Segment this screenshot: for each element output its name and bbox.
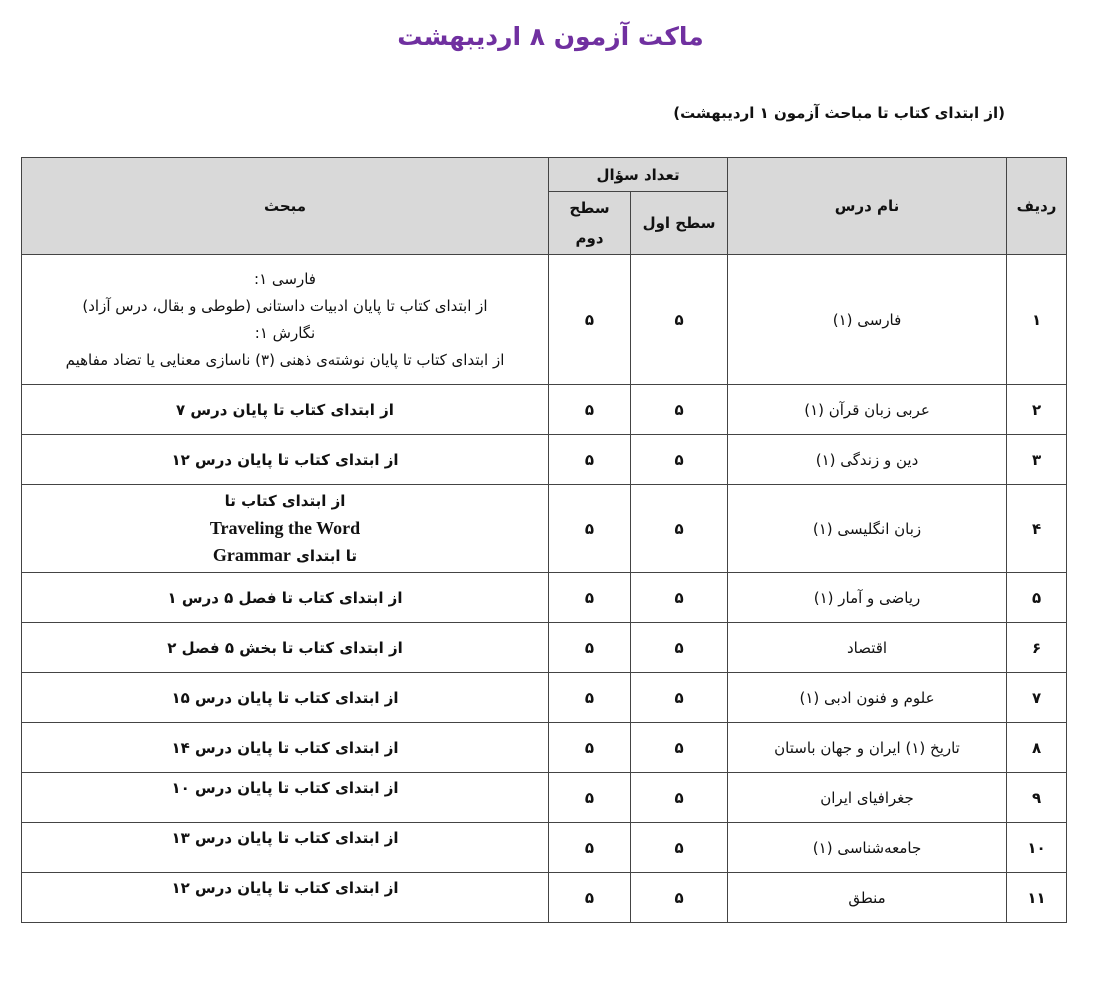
table-row [22,435,1067,485]
topic-line: از ابتدای کتاب تا [224,491,346,510]
level-two-count: ۵ [549,255,631,385]
level-one-count: ۵ [631,623,728,673]
lesson-name: منطق [728,873,1007,923]
topic-cell [22,255,549,385]
row-number: ۳ [1007,435,1067,485]
table-header [22,158,1067,255]
topic-line [26,542,544,570]
lesson-name: جغرافیای ایران [728,773,1007,823]
level-one-count: ۵ [631,873,728,923]
table-row [22,823,1067,873]
page-title: ماکت آزمون ۸ اردیبهشت [397,22,704,51]
topic-cell: از ابتدای کتاب تا پایان درس ۱۳ [22,823,549,873]
header-topic: مبحث [22,158,549,255]
topic-cell: از ابتدای کتاب تا پایان درس ۱۲ [22,873,549,923]
row-number: ۸ [1007,723,1067,773]
table-row [22,485,1067,573]
table-row [22,573,1067,623]
level-one-count: ۵ [631,823,728,873]
lesson-name: فارسی (۱) [728,255,1007,385]
level-two-count: ۵ [549,773,631,823]
lesson-name: اقتصاد [728,623,1007,673]
topic-line: فارسی ۱: [254,269,316,288]
topic-line: از ابتدای کتاب تا پایان ادبیات داستانی (طوطی و بقال، درس آزاد) [82,296,488,315]
row-number: ۵ [1007,573,1067,623]
level-two-count: ۵ [549,873,631,923]
topic-cell: از ابتدای کتاب تا پایان درس ۱۲ [22,435,549,485]
lesson-name: دین و زندگی (۱) [728,435,1007,485]
lesson-name: تاریخ (۱) ایران و جهان باستان [728,723,1007,773]
row-number: ۲ [1007,385,1067,435]
row-number: ۹ [1007,773,1067,823]
table-row [22,673,1067,723]
row-number: ۴ [1007,485,1067,573]
level-one-count: ۵ [631,723,728,773]
level-one-count: ۵ [631,255,728,385]
topic-cell: از ابتدای کتاب تا پایان درس ۱۰ [22,773,549,823]
topic-line: از ابتدای کتاب تا پایان نوشته‌ی ذهنی (۳) ناسازی معنایی یا تضاد مفاهیم [65,350,505,369]
topic-prefix: تا ابتدای [296,546,358,565]
topic-line: نگارش ۱: [254,323,316,342]
level-two-count: ۵ [549,573,631,623]
table-row [22,255,1067,385]
level-two-count: ۵ [549,673,631,723]
lesson-name: زبان انگلیسی (۱) [728,485,1007,573]
header-level-one: سطح اول [631,192,728,255]
lesson-name: علوم و فنون ادبی (۱) [728,673,1007,723]
level-two-count: ۵ [549,435,631,485]
lesson-name: ریاضی و آمار (۱) [728,573,1007,623]
level-two-count: ۵ [549,723,631,773]
table-row [22,623,1067,673]
table-row [22,723,1067,773]
level-two-count: ۵ [549,623,631,673]
level-one-count: ۵ [631,773,728,823]
row-number: ۶ [1007,623,1067,673]
page-subtitle: (از ابتدای کتاب تا مباحث آزمون ۱ اردیبهشت) [673,104,1005,122]
lesson-name: جامعه‌شناسی (۱) [728,823,1007,873]
level-one-count: ۵ [631,573,728,623]
header-lesson-name: نام درس [728,158,1007,255]
topic-cell: از ابتدای کتاب تا پایان درس ۱۴ [22,723,549,773]
topic-line-latin: Traveling the Word [209,517,361,538]
table-row [22,873,1067,923]
row-number: ۱ [1007,255,1067,385]
level-two-count: ۵ [549,823,631,873]
row-number: ۱۰ [1007,823,1067,873]
row-number: ۱۱ [1007,873,1067,923]
lesson-name: عربی زبان قرآن (۱) [728,385,1007,435]
row-number: ۷ [1007,673,1067,723]
header-level-two: سطح دوم [549,192,631,255]
header-question-count: تعداد سؤال [549,158,728,192]
level-one-count: ۵ [631,673,728,723]
exam-schedule-table [21,157,1067,923]
level-two-count: ۵ [549,485,631,573]
topic-cell [22,485,549,573]
level-one-count: ۵ [631,435,728,485]
topic-cell: از ابتدای کتاب تا فصل ۵ درس ۱ [22,573,549,623]
topic-cell: از ابتدای کتاب تا پایان درس ۷ [22,385,549,435]
level-one-count: ۵ [631,385,728,435]
topic-cell: از ابتدای کتاب تا بخش ۵ فصل ۲ [22,623,549,673]
topic-cell: از ابتدای کتاب تا پایان درس ۱۵ [22,673,549,723]
table-row [22,773,1067,823]
header-radif: ردیف [1007,158,1067,255]
level-one-count: ۵ [631,485,728,573]
topic-latin-term: Grammar [212,544,291,565]
table-row [22,385,1067,435]
level-two-count: ۵ [549,385,631,435]
